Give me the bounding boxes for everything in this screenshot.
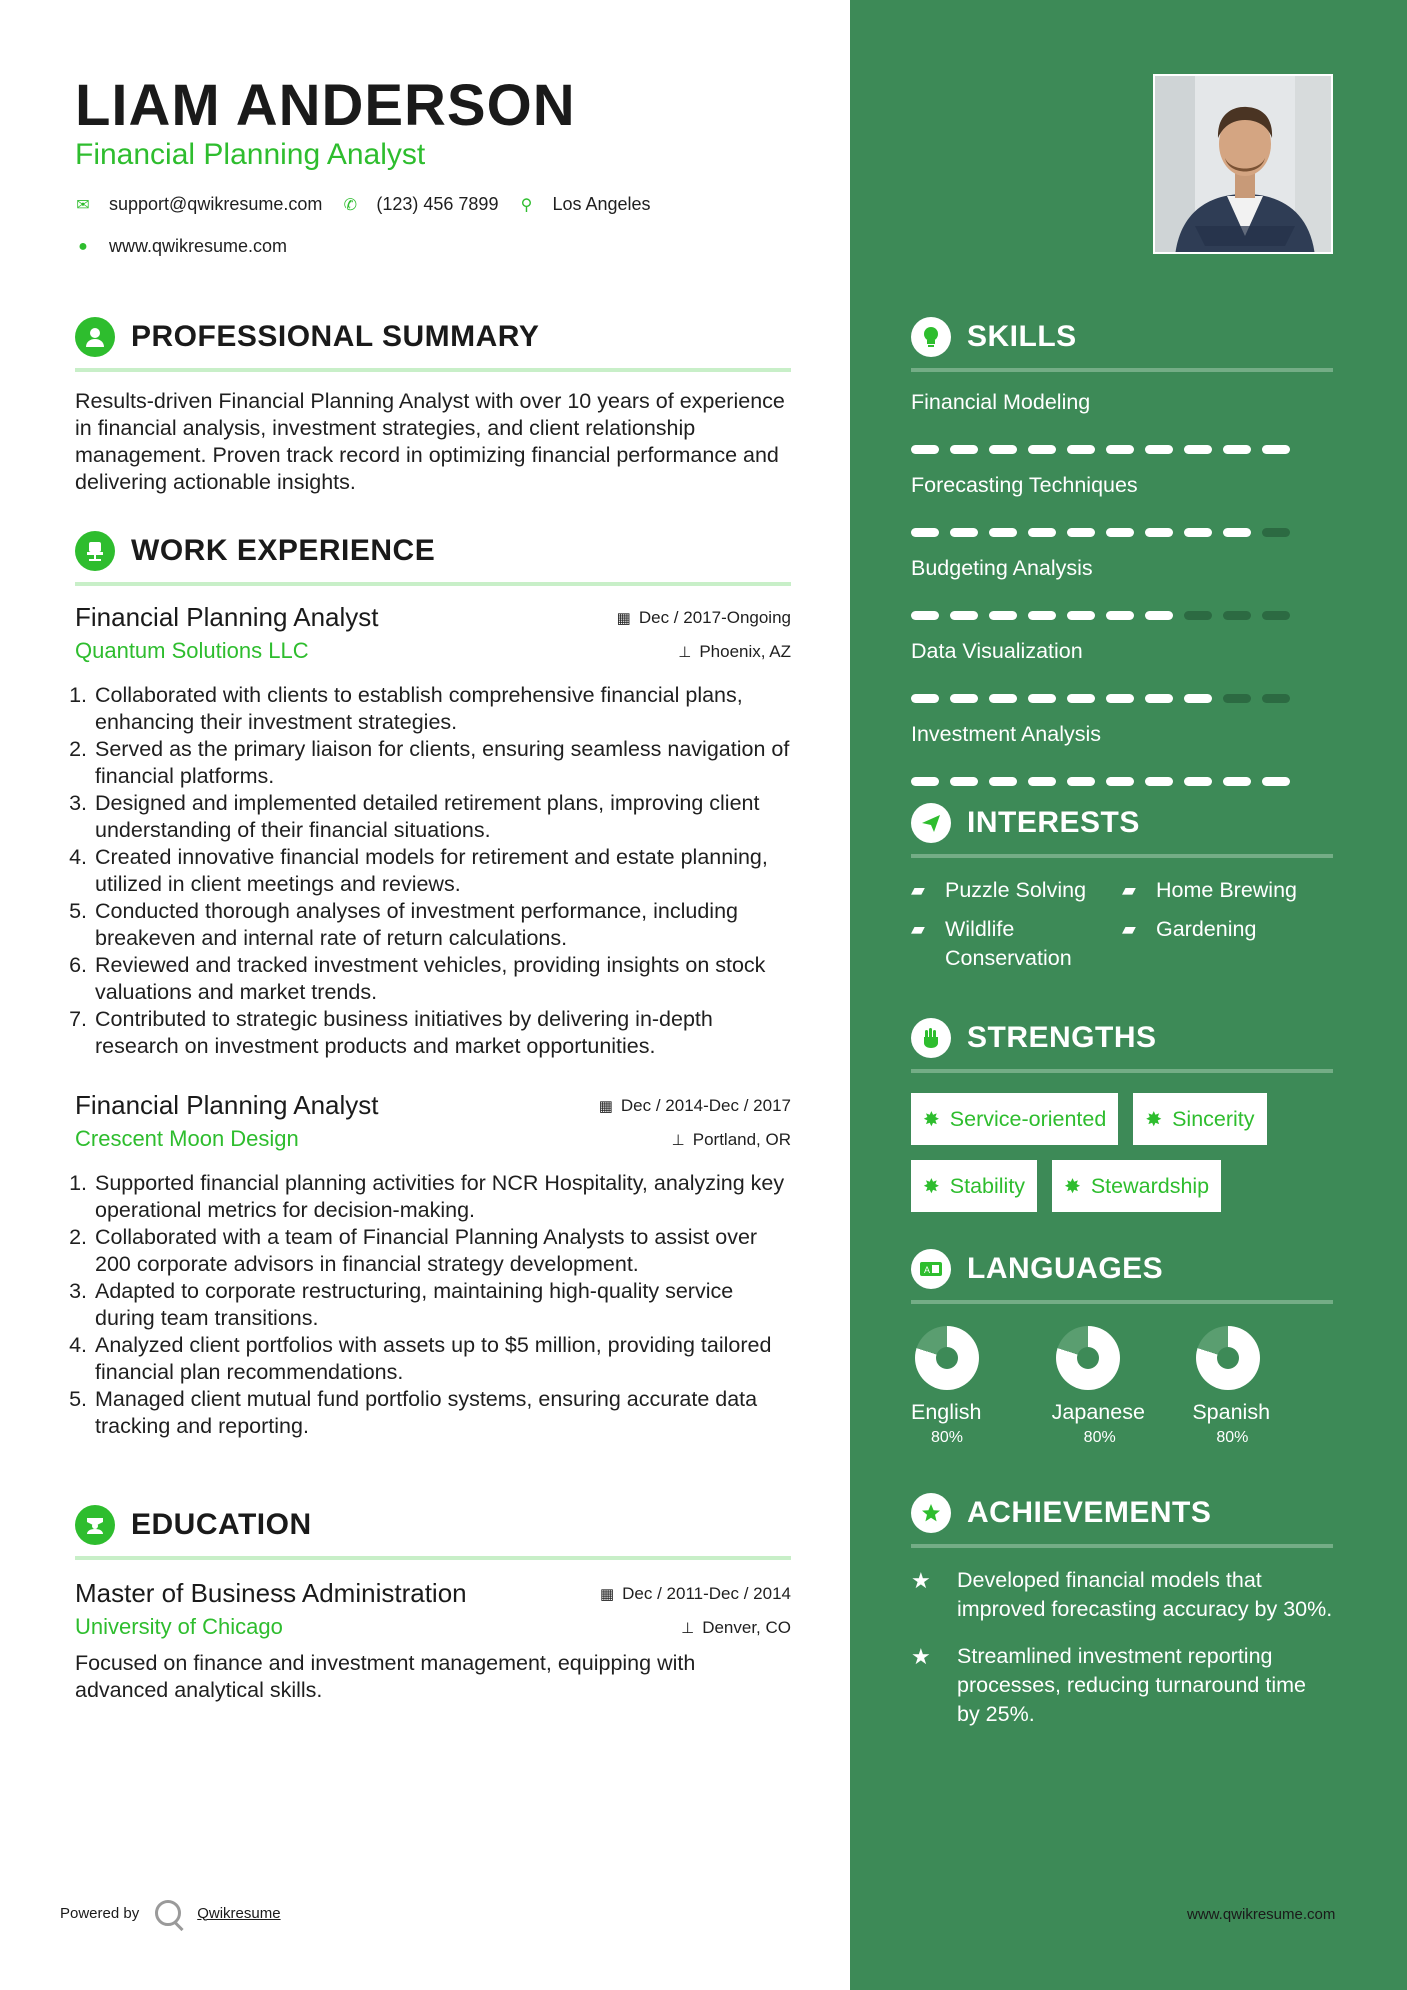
school-name: University of Chicago [75, 1614, 283, 1639]
job-date-text: Dec / 2017-Ongoing [638, 608, 791, 627]
candidate-name: LIAM ANDERSON [75, 73, 576, 138]
list-item: 7. Contributed to strategic business initiatives by delivering in-depth research on investment products and market opportunities. [93, 1006, 791, 1060]
skill-rating-dash [989, 528, 1017, 537]
education-location [681, 1618, 791, 1638]
job-date [599, 1096, 791, 1116]
interests-heading: INTERESTS [967, 806, 1140, 839]
hand-icon [911, 1018, 951, 1058]
globe-icon: ● [78, 237, 88, 255]
briefcase-chair-icon [75, 531, 115, 571]
skill-rating-dash [1028, 528, 1056, 537]
skill-rating-dash [1262, 694, 1290, 703]
skill-rating-dash [1223, 611, 1251, 620]
list-item: 3. Designed and implemented detailed retirement plans, improving client understanding of their financial situations. [93, 790, 791, 844]
skill-name: Forecasting Techniques [911, 473, 1138, 497]
skill-rating-dash [1145, 528, 1173, 537]
achievement-text: Streamlined investment reporting processes, reducing turnaround time by 25%. [957, 1644, 1306, 1726]
language-item [1192, 1326, 1333, 1447]
interest-item [911, 915, 1122, 973]
email-link[interactable]: support@qwikresume.com [109, 194, 323, 214]
paper-plane-icon [911, 803, 951, 843]
skill-rating-dash [1067, 445, 1095, 454]
skill-rating-dash [911, 528, 939, 537]
degree-title: Master of Business Administration [75, 1578, 467, 1608]
experience-divider [75, 582, 791, 586]
skill-rating-dash [1262, 528, 1290, 537]
book-icon: ▰ [911, 919, 925, 939]
skill-rating-dash [950, 528, 978, 537]
strengths-list [911, 1093, 1341, 1212]
profile-photo [1153, 74, 1333, 254]
skill-rating-dash [1028, 694, 1056, 703]
phone-icon: ✆ [343, 196, 358, 214]
svg-text:A: A [924, 1265, 931, 1275]
calendar-icon: ▦ [598, 1098, 613, 1115]
skill-rating-dash [1145, 445, 1173, 454]
skill-rating-dash [1106, 528, 1134, 537]
footer-powered-by [60, 1900, 281, 1926]
summary-heading: PROFESSIONAL SUMMARY [131, 320, 540, 353]
strengths-heading: STRENGTHS [967, 1021, 1157, 1054]
summary-section [75, 316, 791, 496]
skill-rating-dash [1184, 777, 1212, 786]
language-percent: 80% [1216, 1429, 1249, 1446]
lightbulb-icon [911, 317, 951, 357]
experience-heading: WORK EXPERIENCE [131, 534, 436, 567]
skill-rating-dash [1262, 611, 1290, 620]
job-entry [75, 602, 791, 1060]
job-location-text: Portland, OR [692, 1130, 791, 1149]
proficiency-donut [1056, 1326, 1120, 1390]
pushpin-icon: ⊥ [678, 644, 692, 661]
strength-chip [1133, 1093, 1266, 1145]
skill-rating-dash [989, 445, 1017, 454]
interest-item [911, 876, 1122, 905]
strength-chip [911, 1093, 1118, 1145]
website-link[interactable]: www.qwikresume.com [109, 236, 288, 256]
skill-rating-dash [1067, 611, 1095, 620]
language-name: English [911, 1400, 982, 1424]
skills-divider [911, 368, 1333, 372]
skill-rating-dash [1184, 694, 1212, 703]
list-item: 4. Created innovative financial models for retirement and estate planning, utilized in client meetings and reviews. [93, 844, 791, 898]
education-divider [75, 1556, 791, 1560]
job-location [678, 642, 791, 662]
skill-rating-dash [1184, 528, 1212, 537]
summary-divider [75, 368, 791, 372]
list-item: 3. Adapted to corporate restructuring, maintaining high-quality service during team transitions. [93, 1278, 791, 1332]
language-name: Spanish [1192, 1400, 1271, 1424]
education-section [75, 1504, 791, 1704]
pushpin-icon: ⊥ [681, 1620, 695, 1637]
skill-rating-dash [1067, 777, 1095, 786]
skill-rating-bar [911, 694, 1333, 704]
skill-rating-dash [1028, 445, 1056, 454]
strength-chip [911, 1160, 1037, 1212]
achievement-item [911, 1642, 1333, 1729]
interest-label: Gardening [1156, 917, 1257, 941]
star-icon [911, 1493, 951, 1533]
languages-section [911, 1248, 1333, 1447]
skill-rating-dash [1028, 611, 1056, 620]
education-date-text: Dec / 2011-Dec / 2014 [622, 1584, 791, 1603]
skill-rating-dash [1106, 445, 1134, 454]
list-item: 4. Analyzed client portfolios with assets up to $5 million, providing tailored financial plan recommendations. [93, 1332, 791, 1386]
skills-list [911, 390, 1333, 787]
interests-list [911, 876, 1333, 973]
skill-rating-dash [1184, 611, 1212, 620]
contact-row-secondary [75, 236, 307, 257]
list-item: 2. Collaborated with a team of Financial Planning Analysts to assist over 200 corporate advisors in financial strategy development. [93, 1224, 791, 1278]
language-item [1052, 1326, 1193, 1447]
skill-rating-dash [989, 777, 1017, 786]
skill-rating-dash [1028, 777, 1056, 786]
interest-label: Wildlife Conservation [945, 917, 1072, 970]
book-icon: ▰ [1122, 880, 1136, 900]
skill-rating-dash [1067, 528, 1095, 537]
badge-icon: ✸ [1145, 1108, 1163, 1131]
summary-text: Results-driven Financial Planning Analyst with over 10 years of experience in financial analysis, investment strategies, and client relationship management. Proven track record in optimizing financial performance and delivering actionable insights. [75, 389, 785, 494]
achievements-divider [911, 1544, 1333, 1548]
strength-label: Stewardship [1090, 1173, 1210, 1198]
skill-rating-dash [1184, 445, 1212, 454]
company-name: Crescent Moon Design [75, 1126, 299, 1151]
skill-rating-dash [950, 445, 978, 454]
list-item: 2. Served as the primary liaison for clients, ensuring seamless navigation of financial platforms. [93, 736, 791, 790]
interest-label: Puzzle Solving [945, 878, 1087, 902]
proficiency-donut [915, 1326, 979, 1390]
job-duties-list [75, 1170, 791, 1440]
skill-rating-bar [911, 611, 1333, 621]
email-icon: ✉ [76, 196, 90, 214]
location-pin-icon: ⚲ [520, 196, 533, 214]
translate-icon [911, 1249, 951, 1289]
job-title: Financial Planning Analyst [75, 602, 379, 632]
skills-section [911, 316, 1333, 787]
proficiency-donut [1196, 1326, 1260, 1390]
languages-divider [911, 1300, 1333, 1304]
list-item: 1. Collaborated with clients to establish comprehensive financial plans, enhancing their investment strategies. [93, 682, 791, 736]
job-date [617, 608, 791, 628]
qwikresume-link[interactable]: Qwikresume [197, 1904, 281, 1922]
skill-rating-dash [1223, 445, 1251, 454]
skill-rating-dash [1223, 694, 1251, 703]
skill-name: Investment Analysis [911, 722, 1102, 746]
skill-rating-dash [1223, 777, 1251, 786]
achievements-section [911, 1492, 1333, 1729]
achievement-text: Developed financial models that improved forecasting accuracy by 30%. [957, 1568, 1333, 1621]
skill-name: Data Visualization [911, 639, 1083, 663]
education-description: Focused on finance and investment management, equipping with advanced analytical skills. [75, 1651, 696, 1702]
badge-icon: ✸ [1064, 1175, 1081, 1198]
skill-rating-dash [911, 777, 939, 786]
list-item: 5. Managed client mutual fund portfolio systems, ensuring accurate data tracking and reporting. [93, 1386, 791, 1440]
skill-name: Financial Modeling [911, 390, 1091, 414]
skill-rating-dash [950, 694, 978, 703]
education-entry [75, 1578, 791, 1704]
skill-rating-dash [1067, 694, 1095, 703]
skill-rating-dash [1106, 611, 1134, 620]
skill-rating-dash [911, 611, 939, 620]
interest-label: Home Brewing [1156, 878, 1297, 902]
languages-list [911, 1326, 1333, 1447]
skill-rating-dash [911, 445, 939, 454]
strength-label: Sincerity [1172, 1106, 1255, 1131]
interest-item [1122, 876, 1333, 905]
company-name: Quantum Solutions LLC [75, 638, 309, 663]
skills-heading: SKILLS [967, 320, 1077, 353]
education-date [600, 1584, 791, 1604]
skill-name: Budgeting Analysis [911, 556, 1093, 580]
skill-rating-dash [989, 694, 1017, 703]
skill-rating-dash [1145, 777, 1173, 786]
location-text: Los Angeles [552, 194, 651, 214]
phone-text: (123) 456 7899 [376, 194, 499, 214]
skill-rating-dash [1145, 611, 1173, 620]
job-entry [75, 1090, 791, 1440]
skill-rating-dash [1262, 777, 1290, 786]
job-duties-list [75, 682, 791, 1060]
skill-rating-dash [911, 694, 939, 703]
qwikresume-logo-icon [155, 1900, 181, 1926]
footer-site-link[interactable]: www.qwikresume.com [1187, 1906, 1336, 1923]
skill-rating-dash [1106, 694, 1134, 703]
powered-by-text: Powered by [60, 1904, 140, 1922]
interest-item [1122, 915, 1333, 973]
badge-icon: ✸ [923, 1175, 940, 1198]
language-percent: 80% [931, 1429, 964, 1446]
strengths-section [911, 1017, 1333, 1212]
skill-rating-dash [1223, 528, 1251, 537]
candidate-title: Financial Planning Analyst [75, 138, 426, 171]
interests-section [911, 802, 1333, 973]
achievement-item [911, 1566, 1333, 1624]
experience-section [75, 530, 791, 1440]
pushpin-icon: ⊥ [671, 1132, 685, 1149]
skill-rating-dash [989, 611, 1017, 620]
book-icon: ▰ [911, 880, 925, 900]
contact-row-primary [75, 194, 671, 215]
book-icon: ▰ [1122, 919, 1136, 939]
job-location [672, 1130, 791, 1150]
language-item [911, 1326, 1052, 1447]
list-item: 6. Reviewed and tracked investment vehicles, providing insights on stock valuations and market trends. [93, 952, 791, 1006]
education-location-text: Denver, CO [702, 1618, 791, 1637]
shooting-star-icon: ★ [911, 1568, 931, 1593]
shooting-star-icon: ★ [911, 1644, 931, 1669]
strength-label: Service-oriented [949, 1106, 1107, 1131]
skill-rating-dash [1145, 694, 1173, 703]
calendar-icon: ▦ [599, 1586, 615, 1603]
user-icon [75, 317, 115, 357]
languages-heading: LANGUAGES [967, 1252, 1164, 1285]
list-item: 5. Conducted thorough analyses of investment performance, including breakeven and internal rate of return calculations. [93, 898, 791, 952]
language-name: Japanese [1051, 1400, 1145, 1424]
skill-rating-dash [1106, 777, 1134, 786]
calendar-icon: ▦ [616, 610, 631, 627]
interests-divider [911, 854, 1333, 858]
skill-rating-bar [911, 528, 1333, 538]
skill-rating-bar [911, 445, 1333, 455]
skill-rating-dash [950, 777, 978, 786]
list-item: 1. Supported financial planning activities for NCR Hospitality, analyzing key operational metrics for decision-making. [93, 1170, 791, 1224]
job-date-text: Dec / 2014-Dec / 2017 [620, 1096, 791, 1115]
badge-icon: ✸ [923, 1108, 940, 1131]
language-percent: 80% [1083, 1429, 1116, 1446]
achievements-heading: ACHIEVEMENTS [967, 1496, 1212, 1529]
graduate-icon [75, 1505, 115, 1545]
strength-chip [1052, 1160, 1221, 1212]
strength-label: Stability [949, 1173, 1026, 1198]
skill-rating-dash [950, 611, 978, 620]
skill-rating-dash [1262, 445, 1290, 454]
skill-rating-bar [911, 777, 1333, 787]
strengths-divider [911, 1069, 1333, 1073]
job-location-text: Phoenix, AZ [699, 642, 791, 661]
education-heading: EDUCATION [131, 1508, 312, 1541]
job-title: Financial Planning Analyst [75, 1090, 379, 1120]
